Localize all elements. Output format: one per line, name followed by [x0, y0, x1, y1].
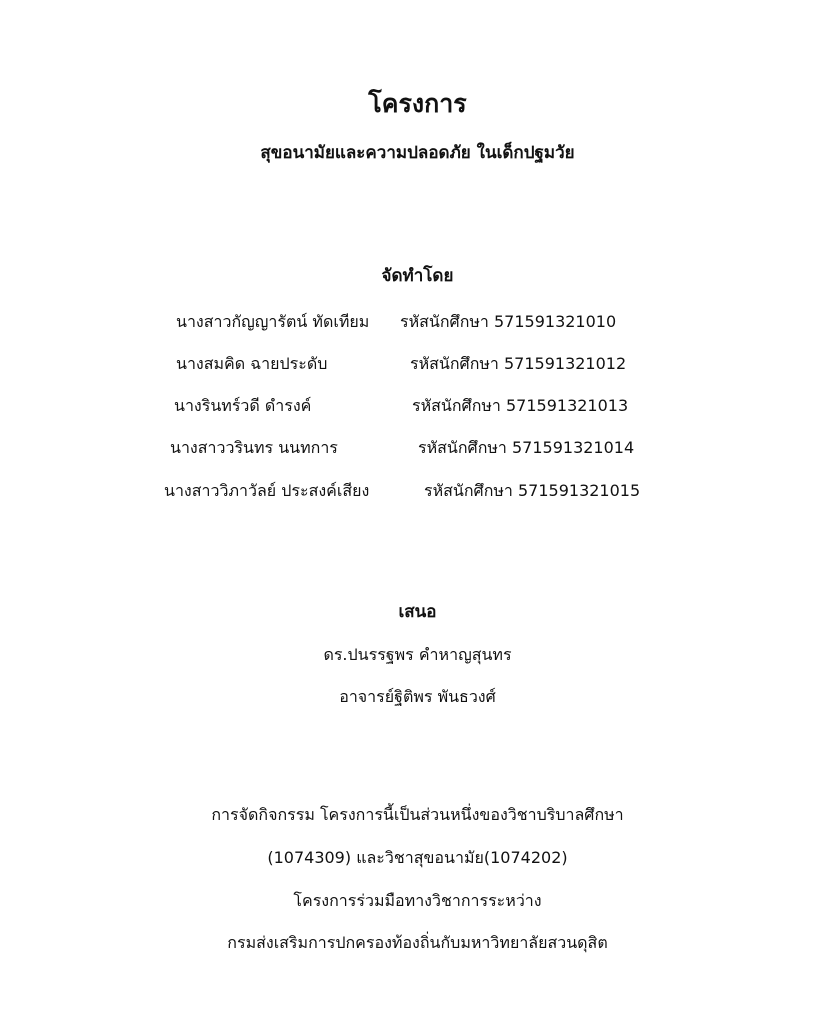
document-title: โครงการ: [368, 89, 467, 118]
member-name: นางสาววรินทร นนทการ: [170, 438, 338, 457]
presented-heading: เสนอ: [398, 602, 437, 622]
advisor-name: ดร.ปนรรฐพร คำหาญสุนทร: [323, 645, 512, 664]
member-name: นางสมคิด ฉายประดับ: [176, 354, 328, 373]
footer-line: กรมส่งเสริมการปกครองท้องถิ่นกับมหาวิทยาลัยสวนดุสิต: [227, 933, 608, 952]
footer-line: โครงการร่วมมือทางวิชาการระหว่าง: [293, 891, 542, 910]
member-code: รหัสนักศึกษา 571591321013: [412, 396, 629, 415]
member-code: รหัสนักศึกษา 571591321014: [418, 438, 635, 457]
document-subtitle: สุขอนามัยและความปลอดภัย ในเด็กปฐมวัย: [260, 143, 575, 163]
footer-line: การจัดกิจกรรม โครงการนี้เป็นส่วนหนึ่งของวิชาบริบาลศึกษา: [211, 805, 624, 824]
prepared-by-heading: จัดทำโดย: [381, 266, 454, 286]
member-code: รหัสนักศึกษา 571591321010: [400, 312, 617, 331]
member-name: นางรินทร์วดี ดำรงค์: [174, 396, 312, 415]
member-code: รหัสนักศึกษา 571591321015: [424, 481, 641, 500]
member-name: นางสาววิภาวัลย์ ประสงค์เสียง: [164, 481, 370, 500]
member-code: รหัสนักศึกษา 571591321012: [410, 354, 627, 373]
member-row: [176, 352, 661, 378]
footer-line: (1074309) และวิชาสุขอนามัย(1074202): [267, 848, 568, 867]
member-row: [170, 436, 670, 462]
member-name: นางสาวกัญญารัตน์ ทัดเทียม: [176, 312, 370, 331]
advisor-name: อาจารย์ฐิติพร พันธวงศ์: [339, 687, 496, 706]
member-row: [174, 394, 664, 420]
member-row: [176, 310, 661, 336]
member-row: [164, 479, 674, 505]
